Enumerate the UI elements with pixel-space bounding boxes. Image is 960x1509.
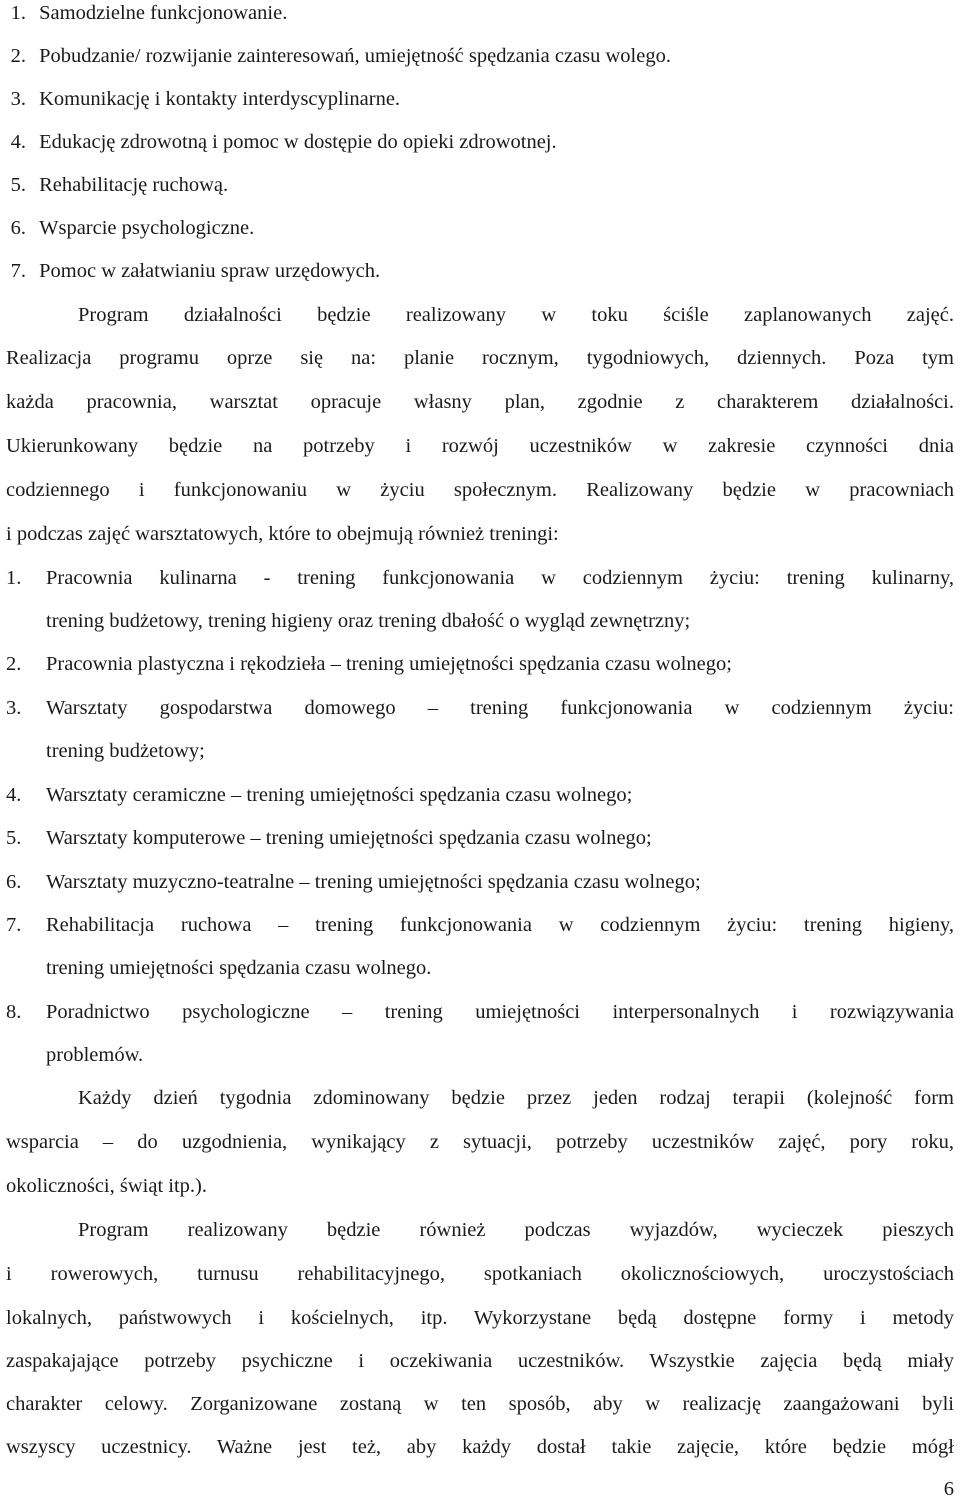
list-item-text: Wsparcie psychologiczne. (39, 217, 255, 239)
workshop-line: Warsztaty ceramiczne – trening umiejętności spędzania czasu wolnego; (46, 784, 633, 806)
paragraph-line: charakter celowy. Zorganizowane zostaną w ten sposób, aby w realizację zaangażowani byli (6, 1393, 954, 1415)
list-item: 6. Wsparcie psychologiczne. (10, 217, 255, 239)
workshop-number: 8. (6, 1001, 22, 1023)
workshop-line: problemów. (46, 1044, 144, 1066)
paragraph-line: codziennego i funkcjonowaniu w życiu społecznym. Realizowany będzie w pracowniach (6, 479, 954, 501)
list-item-text: Edukację zdrowotną i pomoc w dostępie do opieki zdrowotnej. (39, 131, 557, 153)
paragraph-line: i rowerowych, turnusu rehabilitacyjnego, spotkaniach okolicznościowych, uroczystościach (6, 1263, 954, 1285)
list-item-text: Rehabilitację ruchową. (39, 174, 229, 196)
workshop-number: 5. (6, 827, 22, 849)
paragraph-line: i podczas zajęć warsztatowych, które to obejmują również treningi: (6, 523, 559, 545)
workshop-number: 1. (6, 567, 22, 589)
list-item-text: Komunikację i kontakty interdyscyplinarne. (39, 88, 401, 110)
workshop-line: Warsztaty komputerowe – trening umiejętności spędzania czasu wolnego; (46, 827, 652, 849)
list-item: 1. Samodzielne funkcjonowanie. (10, 2, 288, 24)
paragraph-line: Program działalności będzie realizowany w toku ściśle zaplanowanych zajęć. (78, 304, 954, 326)
paragraph-line: Program realizowany będzie również podczas wyjazdów, wycieczek pieszych (78, 1219, 954, 1241)
list-item: 5. Rehabilitację ruchową. (10, 174, 229, 196)
workshop-number: 7. (6, 914, 22, 936)
workshop-line: trening budżetowy, trening higieny oraz trening dbałość o wygląd zewnętrzny; (46, 610, 691, 632)
list-item: 3. Komunikację i kontakty interdyscyplinarne. (10, 88, 401, 110)
workshop-line: Rehabilitacja ruchowa – trening funkcjonowania w codziennym życiu: trening higieny, (46, 914, 954, 936)
paragraph-line: Realizacja programu oprze się na: planie rocznym, tygodniowych, dziennych. Poza tym (6, 347, 954, 369)
paragraph-line: każda pracownia, warsztat opracuje własny plan, zgodnie z charakterem działalności. (6, 391, 954, 413)
paragraph-line: okoliczności, świąt itp.). (6, 1175, 207, 1197)
list-item: 7. Pomoc w załatwianiu spraw urzędowych. (10, 260, 381, 282)
workshop-number: 6. (6, 871, 22, 893)
list-item: 4. Edukację zdrowotną i pomoc w dostępie do opieki zdrowotnej. (10, 131, 557, 153)
workshop-line: Warsztaty gospodarstwa domowego – trening funkcjonowania w codziennym życiu: (46, 697, 954, 719)
workshop-line: Warsztaty muzyczno-teatralne – trening umiejętności spędzania czasu wolnego; (46, 871, 701, 893)
list-item-text: Pomoc w załatwianiu spraw urzędowych. (39, 260, 381, 282)
workshop-line: Poradnictwo psychologiczne – trening umiejętności interpersonalnych i rozwiązywania (46, 1001, 954, 1023)
list-item-text: Samodzielne funkcjonowanie. (39, 2, 288, 24)
paragraph-line: Ukierunkowany będzie na potrzeby i rozwój uczestników w zakresie czynności dnia (6, 435, 954, 457)
workshop-line: trening umiejętności spędzania czasu wolnego. (46, 957, 432, 979)
paragraph-line: wsparcia – do uzgodnienia, wynikający z sytuacji, potrzeby uczestników zajęć, pory roku, (6, 1131, 954, 1153)
paragraph-line: zaspakajające potrzeby psychiczne i oczekiwania uczestników. Wszystkie zajęcia będą miały (6, 1350, 954, 1372)
list-item-text: Pobudzanie/ rozwijanie zainteresowań, umiejętność spędzania czasu wolego. (39, 45, 671, 67)
workshop-line: trening budżetowy; (46, 740, 205, 762)
page-number: 6 (943, 1478, 954, 1500)
paragraph-line: wszyscy uczestnicy. Ważne jest też, aby każdy dostał takie zajęcie, które będzie mógł (6, 1436, 954, 1458)
workshop-line: Pracownia plastyczna i rękodzieła – trening umiejętności spędzania czasu wolnego; (46, 653, 732, 675)
list-item: 2. Pobudzanie/ rozwijanie zainteresowań, umiejętność spędzania czasu wolego. (10, 45, 671, 67)
paragraph-line: Każdy dzień tygodnia zdominowany będzie przez jeden rodzaj terapii (kolejność form (78, 1087, 954, 1109)
workshop-number: 3. (6, 697, 22, 719)
paragraph-line: lokalnych, państwowych i kościelnych, itp. Wykorzystane będą dostępne formy i metody (6, 1307, 954, 1329)
workshop-line: Pracownia kulinarna - trening funkcjonowania w codziennym życiu: trening kulinarny, (46, 567, 954, 589)
workshop-number: 4. (6, 784, 22, 806)
workshop-number: 2. (6, 653, 22, 675)
